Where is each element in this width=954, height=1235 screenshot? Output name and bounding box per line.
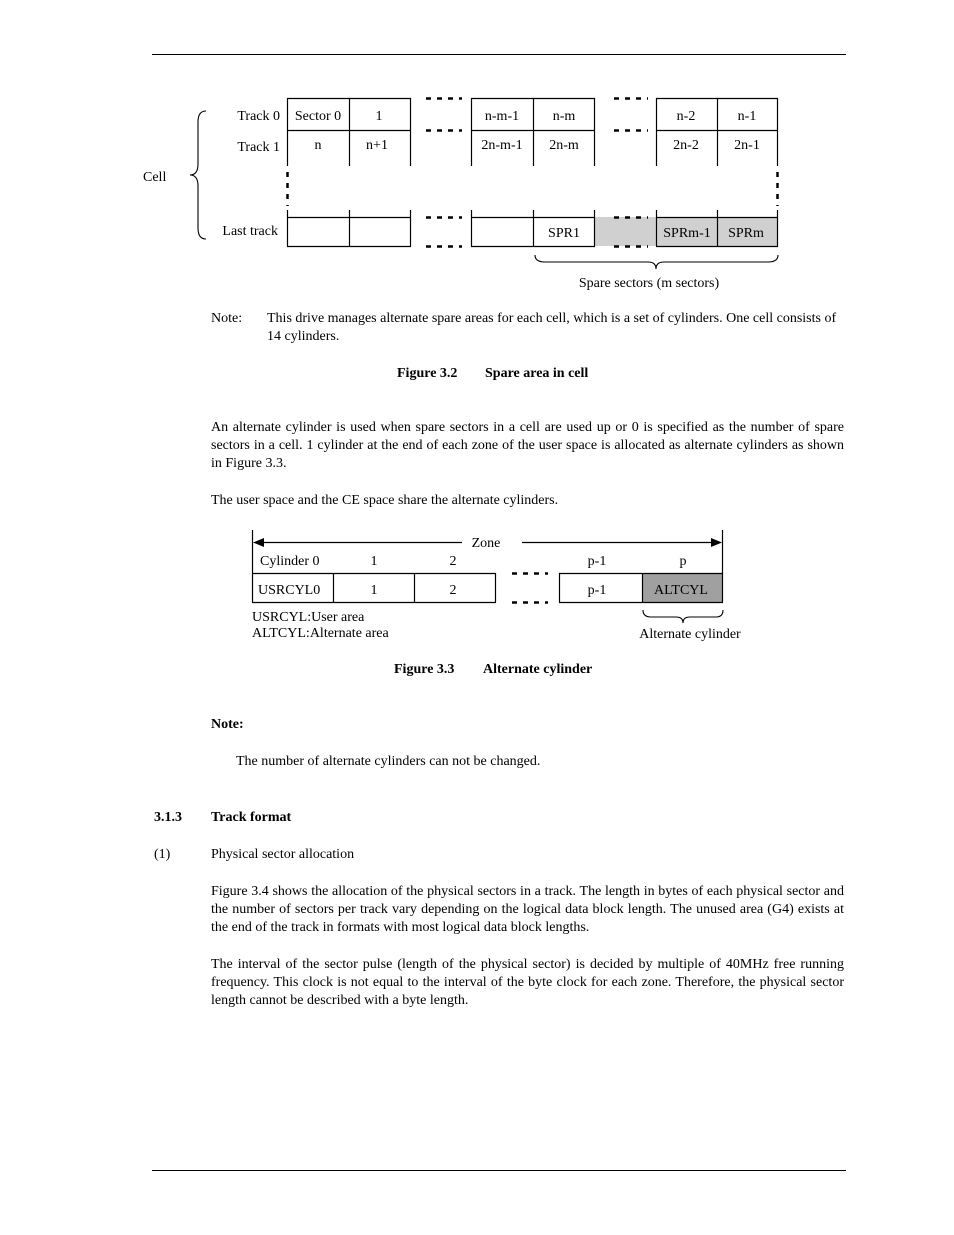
figure-3-2-note-text: This drive manages alternate spare areas for each cell, which is a set of cylinders. One cell consists of 14 cylinders. (267, 311, 837, 344)
track1-cell: 2n-m (549, 138, 579, 153)
paragraph-share: The user space and the CE space share the alternate cylinders. (211, 493, 559, 508)
cylinder-cell: USRCYL0 (258, 583, 321, 598)
cylinder-cell: 1 (370, 583, 378, 598)
note-text: The number of alternate cylinders can not be changed. (236, 754, 541, 769)
figure-3-2-note-label: Note: (211, 311, 243, 326)
spare-sectors-label: Spare sectors (m sectors) (578, 276, 720, 291)
section-number: 3.1.3 (154, 810, 182, 825)
zone-arrow-right-icon (711, 538, 722, 547)
track0-cell: n-m-1 (484, 109, 520, 124)
row-label-track1: Track 1 (237, 140, 280, 155)
cylinder-cell: p-1 (587, 583, 607, 598)
cylinder-header: 2 (449, 554, 457, 569)
row-label-last-track: Last track (222, 224, 278, 239)
track1-cell: n (314, 138, 322, 153)
last-track-cell: SPR1 (548, 226, 580, 241)
track1-cell: 2n-m-1 (481, 138, 523, 153)
legend-user: USRCYL:User area (252, 610, 365, 625)
cylinder-cell: ALTCYL (654, 583, 708, 598)
figure-3-2-caption-number: Figure 3.2 (397, 366, 458, 381)
item-number: (1) (154, 847, 171, 862)
item-title: Physical sector allocation (211, 847, 355, 862)
cylinder-header: p-1 (587, 554, 607, 569)
cell-label: Cell (143, 170, 167, 185)
track1-cell: 2n-2 (673, 138, 699, 153)
figure-3-3-caption-number: Figure 3.3 (394, 662, 455, 677)
alternate-cylinder-label: Alternate cylinder (639, 627, 741, 642)
note-heading: Note: (211, 717, 244, 732)
cylinder-header: p (679, 554, 687, 569)
alt-cylinder-brace (643, 610, 723, 623)
figure-3-3-caption-title: Alternate cylinder (483, 662, 593, 677)
zone-label: Zone (471, 536, 501, 551)
track0-cell: 1 (375, 109, 383, 124)
bottom-rule (152, 1170, 846, 1171)
zone-arrow-left-icon (253, 538, 264, 547)
paragraph-alternate-cylinder: An alternate cylinder is used when spare sectors in a cell are used up or 0 is specified as the number of spare sectors in a cell. 1 cylinder at the end of each zone of the user space is allocated as alternate cylinders as shown in Figure 3.3. (211, 420, 844, 471)
paragraph-sector-allocation: Figure 3.4 shows the allocation of the physical sectors in a track. The length in bytes of each physical sector and the number of sectors per track vary depending on the logical data block length. The unused area (G4) exists at the end of the track in formats with most logical data block lengths. (211, 884, 844, 935)
track0-cell: n-m (552, 109, 576, 124)
cylinder-cell: 2 (449, 583, 457, 598)
last-track-cell: SPRm-1 (663, 226, 711, 241)
figure-3-2-caption-title: Spare area in cell (485, 366, 589, 381)
section-title: Track format (211, 810, 292, 825)
legend-alt: ALTCYL:Alternate area (252, 626, 389, 641)
track0-cell: n-2 (676, 109, 696, 124)
track1-cell: n+1 (366, 138, 388, 153)
row-label-track0: Track 0 (237, 109, 280, 124)
track0-cell: n-1 (737, 109, 757, 124)
last-track-cell: SPRm (728, 226, 764, 241)
cylinder-header: 1 (370, 554, 378, 569)
paragraph-sector-pulse: The interval of the sector pulse (length of the physical sector) is decided by multiple of 40MHz free running frequency. This clock is not equal to the interval of the byte clock for each zone. Therefore, the physical sector length cannot be described with a byte length. (211, 957, 844, 1008)
track0-cell: Sector 0 (294, 109, 342, 124)
cylinder-header: Cylinder 0 (260, 554, 320, 569)
track1-cell: 2n-1 (734, 138, 760, 153)
